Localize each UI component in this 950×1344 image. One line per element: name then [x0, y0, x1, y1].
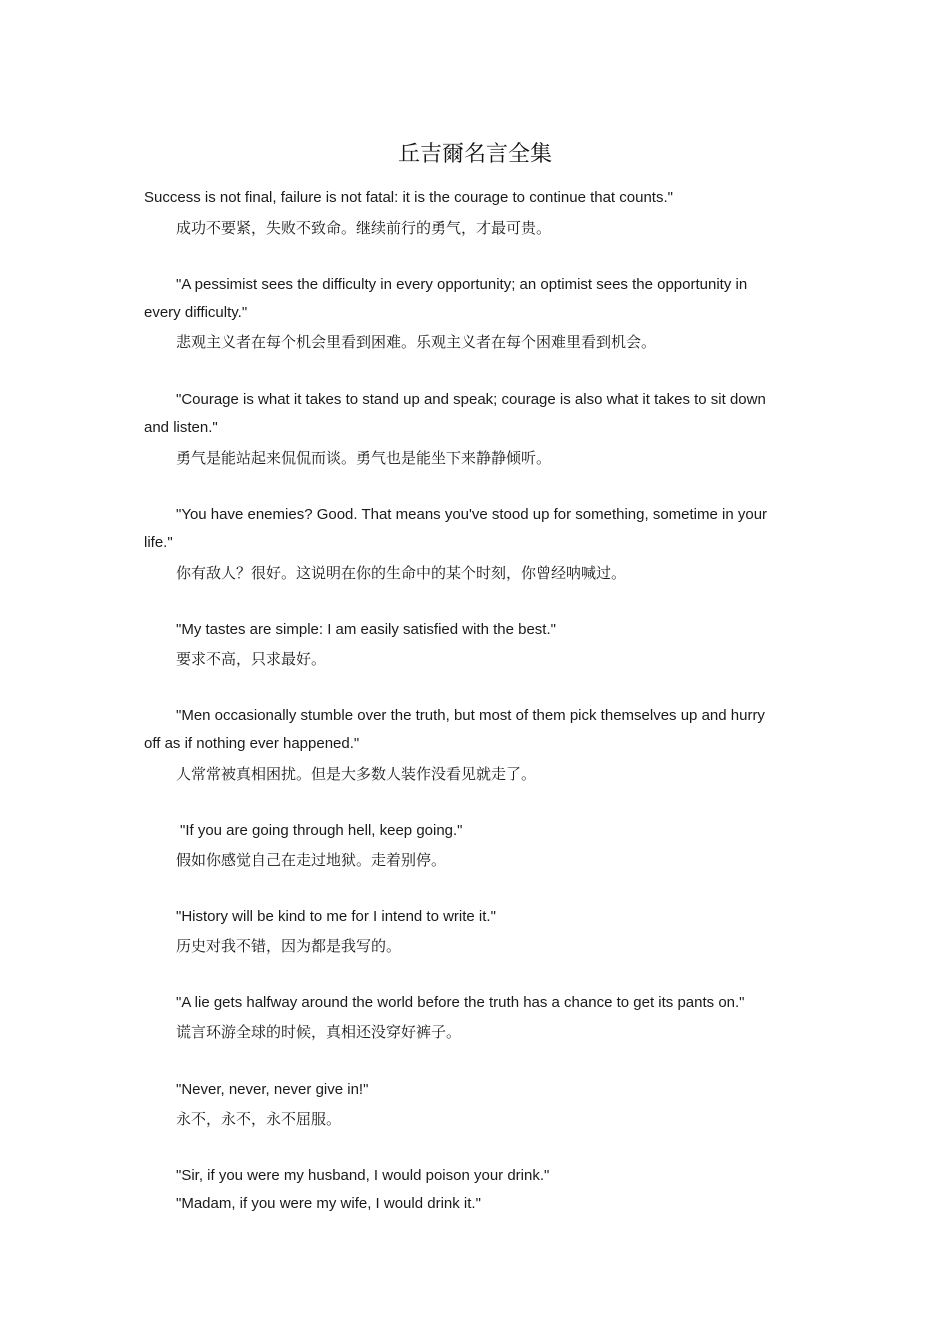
- quote-10-zh: 永不，永不，永不屈服。: [176, 1110, 342, 1128]
- quote-9-zh: 谎言环游全球的时候，真相还没穿好裤子。: [176, 1023, 462, 1041]
- quote-4-en-line-2: life.": [144, 534, 173, 551]
- page-title: 丘吉爾名言全集: [397, 142, 552, 167]
- quote-5-zh: 要求不高，只求最好。: [176, 650, 327, 668]
- quote-2-en-line-1: "A pessimist sees the difficulty in every opportunity; an optimist sees the opportunity in: [176, 276, 748, 293]
- quote-11-line-2: "Madam, if you were my wife, I would drink it.": [176, 1195, 481, 1212]
- quote-11-line-1: "Sir, if you were my husband, I would poison your drink.": [176, 1167, 550, 1184]
- quote-10-en: "Never, never, never give in!": [176, 1081, 369, 1098]
- quote-1-zh: 成功不要紧，失败不致命。继续前行的勇气，才最可贵。: [176, 219, 552, 237]
- quote-6-zh: 人常常被真相困扰。但是大多数人装作没看见就走了。: [176, 765, 537, 783]
- quote-2-zh: 悲观主义者在每个机会里看到困难。乐观主义者在每个困难里看到机会。: [176, 333, 657, 351]
- quote-7-en: "If you are going through hell, keep going.": [180, 822, 463, 839]
- quote-4-zh: 你有敌人？很好。这说明在你的生命中的某个时刻，你曾经呐喊过。: [176, 564, 627, 582]
- quote-6-en-line-2: off as if nothing ever happened.": [144, 735, 360, 752]
- quote-8-en: "History will be kind to me for I intend to write it.": [176, 908, 496, 925]
- quote-2-en-line-2: every difficulty.": [144, 304, 248, 321]
- quote-1-en: Success is not final, failure is not fatal: it is the courage to continue that counts.": [144, 189, 673, 206]
- quote-8-zh: 历史对我不错，因为都是我写的。: [176, 937, 402, 955]
- quote-6-en-line-1: "Men occasionally stumble over the truth, but most of them pick themselves up and hurry: [176, 707, 765, 724]
- quote-4-en-line-1: "You have enemies? Good. That means you've stood up for something, sometime in your: [176, 506, 768, 523]
- quote-3-en-line-1: "Courage is what it takes to stand up and speak; courage is also what it takes to sit down: [176, 391, 766, 408]
- quote-7-zh: 假如你感觉自己在走过地狱。走着别停。: [176, 851, 447, 869]
- quote-3-en-line-2: and listen.": [144, 419, 218, 436]
- quote-9-en: "A lie gets halfway around the world before the truth has a chance to get its pants on.": [176, 994, 745, 1011]
- quote-3-zh: 勇气是能站起来侃侃而谈。勇气也是能坐下来静静倾听。: [176, 449, 552, 467]
- quote-5-en: "My tastes are simple: I am easily satisfied with the best.": [176, 621, 556, 638]
